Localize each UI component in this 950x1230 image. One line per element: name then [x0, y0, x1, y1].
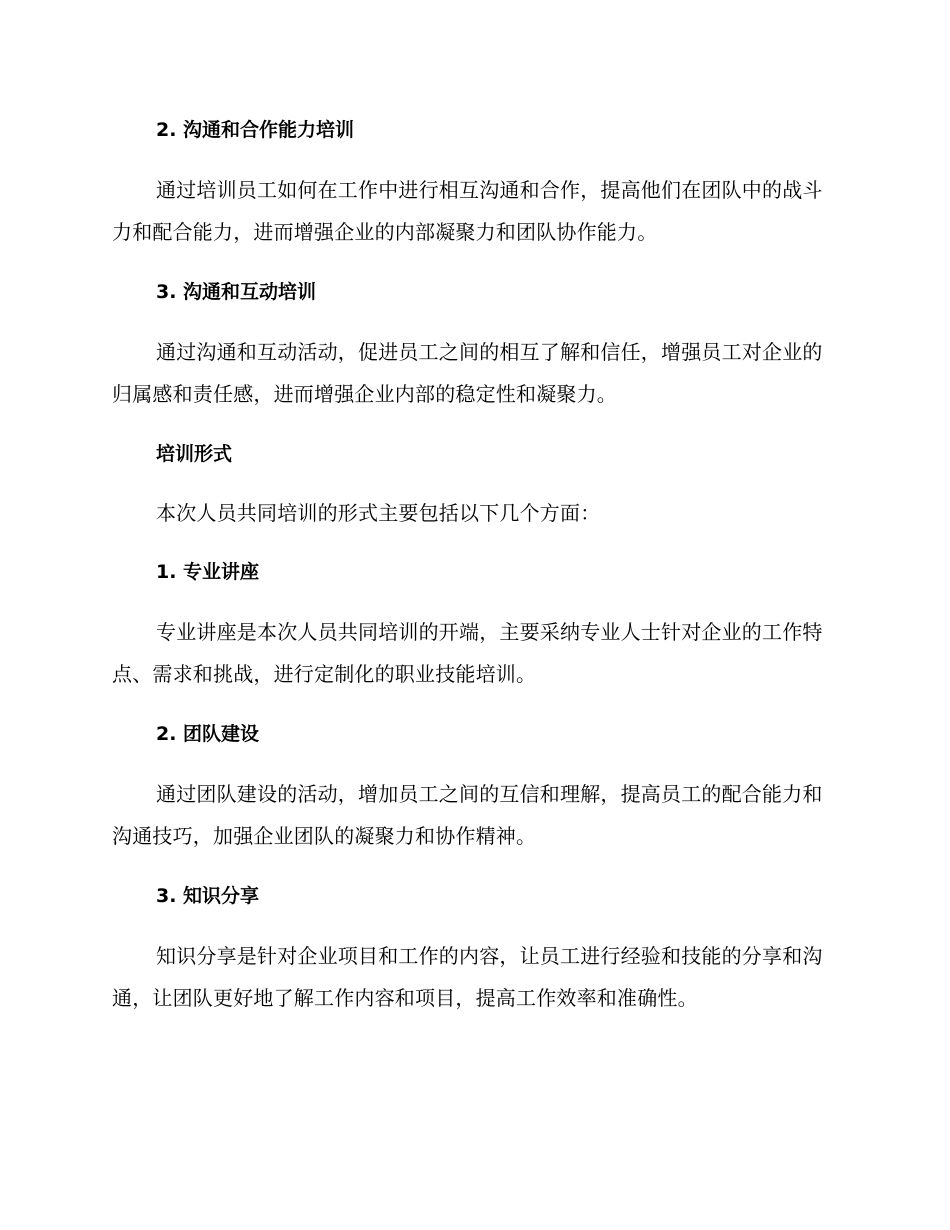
section-heading-communication-interaction: 3. 沟通和互动培训	[156, 281, 317, 303]
section-heading-training-format: 培训形式	[156, 443, 233, 465]
section-paragraph-team-building: 通过团队建设的活动，增加员工之间的互信和理解，提高员工的配合能力和沟通技巧，加强企业团队的凝聚力和协作精神。	[112, 782, 823, 848]
section-paragraph-communication-cooperation: 通过培训员工如何在工作中进行相互沟通和合作，提高他们在团队中的战斗力和配合能力，进而增强企业的内部凝聚力和团队协作能力。	[112, 178, 823, 244]
section-heading-team-building: 2. 团队建设	[156, 723, 260, 745]
document-body	[112, 110, 832, 1038]
section-paragraph-professional-lecture: 专业讲座是本次人员共同培训的开端，主要采纳专业人士针对企业的工作特点、需求和挑战，进行定制化的职业技能培训。	[112, 620, 823, 686]
section-heading-knowledge-sharing: 3. 知识分享	[156, 885, 260, 907]
section-heading-professional-lecture: 1. 专业讲座	[156, 561, 260, 583]
section-paragraph-training-format: 本次人员共同培训的形式主要包括以下几个方面：	[156, 501, 601, 525]
section-paragraph-communication-interaction: 通过沟通和互动活动，促进员工之间的相互了解和信任，增强员工对企业的归属感和责任感，进而增强企业内部的稳定性和凝聚力。	[112, 340, 823, 406]
section-paragraph-knowledge-sharing: 知识分享是针对企业项目和工作的内容，让员工进行经验和技能的分享和沟通，让团队更好地了解工作内容和项目，提高工作效率和准确性。	[112, 944, 823, 1010]
section-heading-communication-cooperation: 2. 沟通和合作能力培训	[156, 119, 355, 141]
